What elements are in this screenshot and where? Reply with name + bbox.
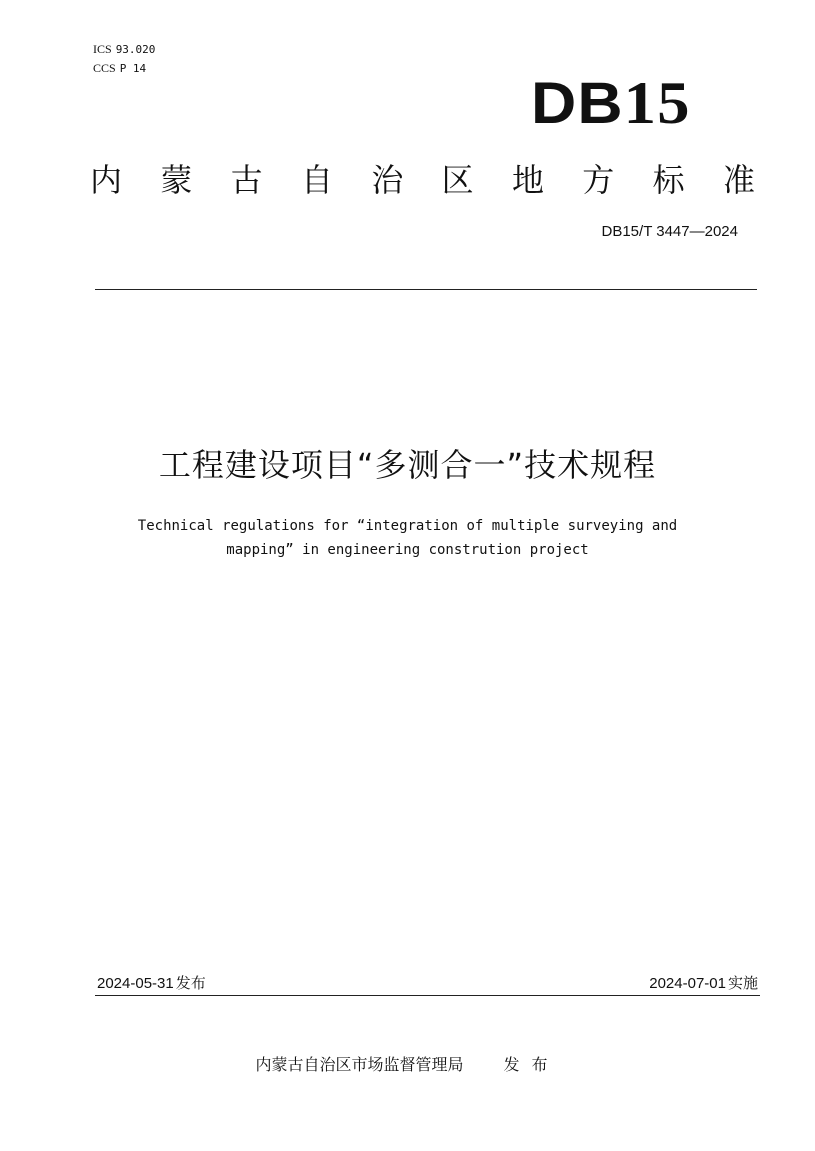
standard-mark-number: 15 xyxy=(623,70,691,136)
authority-char: 蒙 xyxy=(160,161,193,199)
authority-char: 标 xyxy=(652,161,685,199)
title-english-line-2: mapping” in engineering constrution project xyxy=(226,542,589,558)
title-english-line-1: Technical regulations for “integration of multiple surveying and xyxy=(137,518,678,534)
effective-date-value: 2024-07-01 xyxy=(649,975,726,992)
authority-char: 区 xyxy=(441,161,474,199)
classification-codes xyxy=(93,40,155,78)
issuer-name: 内蒙古自治区市场监督管理局 xyxy=(255,1055,464,1074)
effective-date-suffix: 实施 xyxy=(727,974,758,992)
standard-mark xyxy=(531,68,720,138)
publish-date xyxy=(97,972,206,993)
publish-date-suffix: 发布 xyxy=(175,974,206,992)
publish-date-value: 2024-05-31 xyxy=(97,975,174,992)
document-title-english xyxy=(60,514,755,562)
document-title-chinese: 工程建设项目“多测合一”技术规程 xyxy=(158,446,657,484)
authority-char: 内 xyxy=(90,161,123,199)
authority-char: 治 xyxy=(371,161,404,199)
authority-char: 自 xyxy=(300,161,333,199)
issuer-action: 发布 xyxy=(503,1055,560,1074)
ccs-code: P 14 xyxy=(119,62,147,75)
ccs-label: CCS xyxy=(93,61,116,75)
ics-line xyxy=(93,40,155,59)
ics-label: ICS xyxy=(93,42,112,56)
ccs-line xyxy=(93,59,155,78)
issuing-authority xyxy=(0,1052,815,1075)
top-divider xyxy=(95,289,757,290)
standard-authority-heading xyxy=(90,155,755,205)
authority-char: 准 xyxy=(722,161,755,199)
bottom-divider xyxy=(95,995,760,996)
standard-mark-prefix: DB xyxy=(531,71,624,136)
effective-date xyxy=(649,972,758,993)
authority-char: 方 xyxy=(582,161,615,199)
authority-char: 古 xyxy=(230,161,263,199)
authority-char: 地 xyxy=(511,161,544,199)
ics-code: 93.020 xyxy=(115,43,156,56)
standard-number: DB15/T 3447—2024 xyxy=(601,223,738,240)
